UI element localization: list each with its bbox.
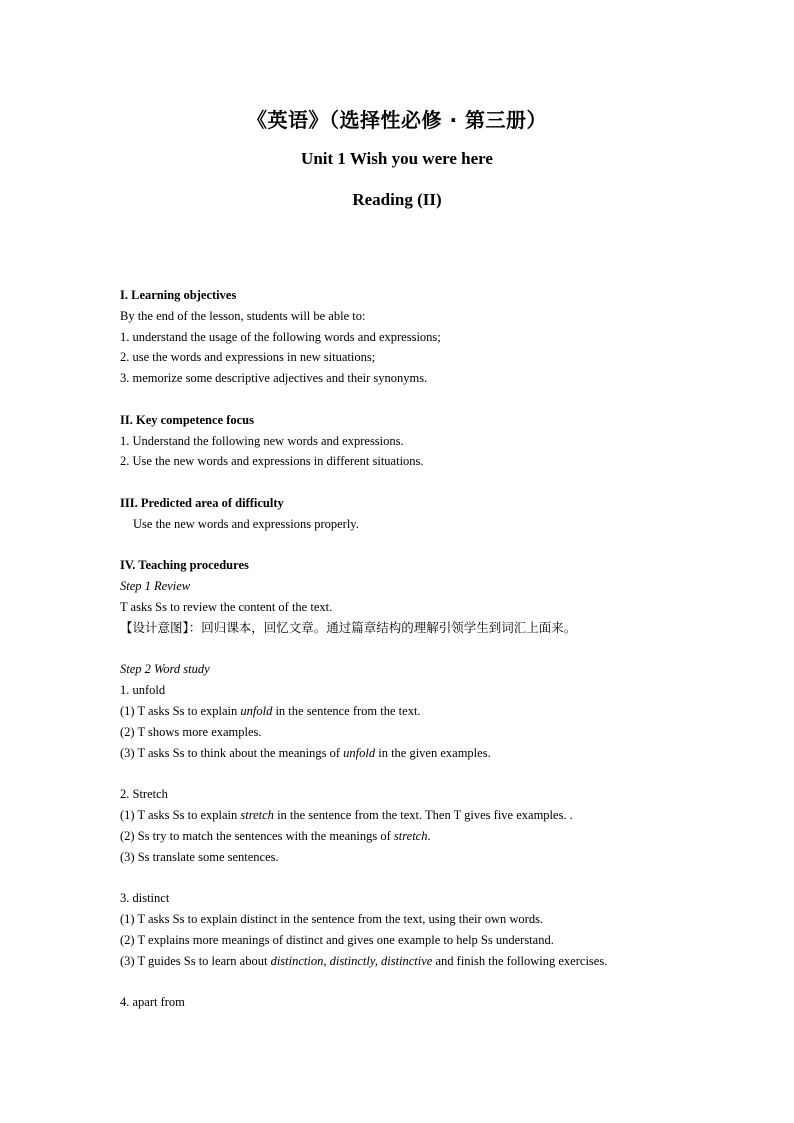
- difficulty-heading: III. Predicted area of difficulty: [120, 495, 284, 510]
- objective-item: 2. use the words and expressions in new situations;: [120, 350, 376, 365]
- step1-text: T asks Ss to review the content of the text.: [120, 599, 333, 614]
- objectives-heading: I. Learning objectives: [120, 288, 237, 302]
- word-task: (2) Ss try to match the sentences with the meanings of stretch.: [120, 828, 431, 843]
- objective-item: 3. memorize some descriptive adjectives and their synonyms.: [120, 371, 428, 386]
- competence-heading: II. Key competence focus: [120, 412, 254, 427]
- procedures-heading: IV. Teaching procedures: [120, 558, 249, 573]
- word-task: (3) T asks Ss to think about the meanings of unfold in the given examples.: [120, 745, 491, 760]
- book-title: 《英语》（选择性必修 · 第三册）: [246, 108, 548, 132]
- word-task: (2) T explains more meanings of distinct and gives one example to help Ss understand.: [120, 932, 554, 947]
- competence-item: 1. Understand the following new words and expressions.: [120, 433, 404, 448]
- word-task: (1) T asks Ss to explain stretch in the sentence from the text. Then T gives five examples. .: [120, 807, 573, 822]
- word-task: (2) T shows more examples.: [120, 724, 262, 739]
- competence-item: 2. Use the new words and expressions in different situations.: [120, 454, 424, 469]
- word-task: (1) T asks Ss to explain distinct in the sentence from the text, using their own words.: [120, 911, 544, 926]
- word-title: 3. distinct: [120, 891, 170, 906]
- objectives-intro: By the end of the lesson, students will be able to:: [120, 308, 366, 323]
- word-title: 4. apart from: [120, 995, 185, 1010]
- unit-title: Unit 1 Wish you were here: [301, 149, 493, 168]
- word-title: 2. Stretch: [120, 787, 168, 802]
- objective-item: 1. understand the usage of the following words and expressions;: [120, 329, 441, 344]
- step1-label: Step 1 Review: [120, 579, 191, 594]
- word-task: (1) T asks Ss to explain unfold in the sentence from the text.: [120, 703, 421, 718]
- word-task: (3) Ss translate some sentences.: [120, 849, 279, 864]
- lesson-title: Reading (II): [352, 190, 442, 209]
- step2-label: Step 2 Word study: [120, 662, 210, 677]
- word-title: 1. unfold: [120, 683, 166, 698]
- design-note: 【设计意图】：回归课本，回忆文章。通过篇章结构的理解引领学生到词汇上面来。: [120, 619, 577, 635]
- lesson-body: [120, 285, 720, 1013]
- difficulty-text: Use the new words and expressions properly.: [133, 516, 359, 531]
- word-task: (3) T guides Ss to learn about distinction, distinctly, distinctive and finish the following exercises.: [120, 953, 608, 968]
